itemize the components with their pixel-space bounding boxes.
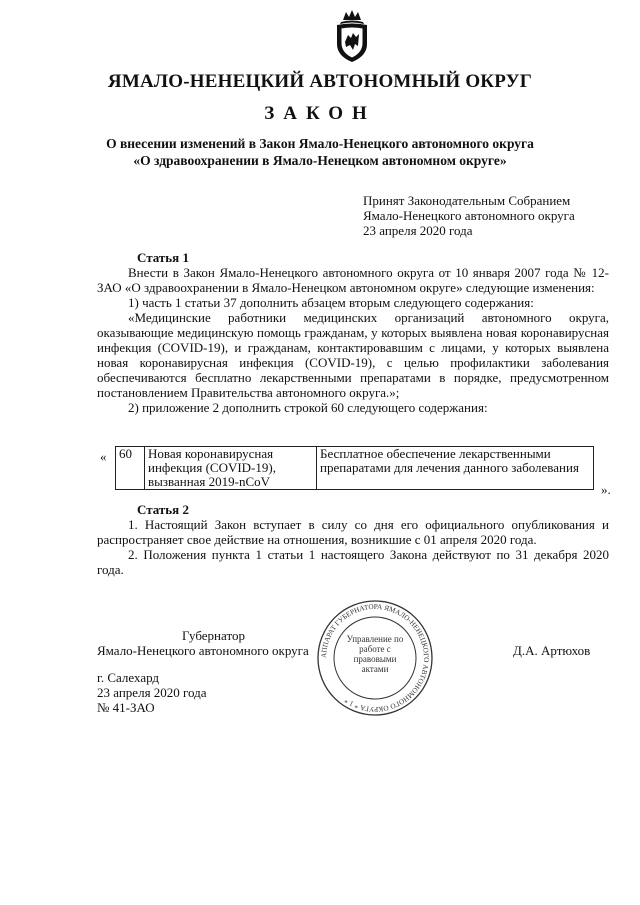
stamp-ring-text: АППАРАТ ГУБЕРНАТОРА ЯМАЛО-НЕНЕЦКОГО АВТОНОМНОГО ОКРУГА * 1 * [319, 602, 431, 714]
article-1-quote: «Медицинские работники медицинских организаций автономного округа, оказывающие медицинскую помощь гражданам, у которых выявлена новая коронавирусная инфекция (COVID-19), и гражданам, контактировавшим с лицами, у которых выявлена новая коронавирусная инфекция (COVID-19), с целью профилактики заболевания обеспечиваются бесплатно лекарственными препаратами в порядке, предусмотренном постановлением Правительства автономного округа.»; [97, 310, 609, 400]
article-2-title: Статья 2 [137, 502, 189, 517]
issue-place-date [97, 670, 207, 715]
law-number: № 41-ЗАО [97, 700, 155, 715]
governor-region: Ямало-Ненецкого автономного округа [97, 643, 309, 658]
appendix-table [115, 446, 594, 490]
subject-line-1: О внесении изменений в Закон Ямало-Ненецкого автономного округа [106, 136, 534, 151]
article-1-item-2: 2) приложение 2 дополнить строкой 60 следующего содержания: [128, 400, 488, 415]
adoption-line-2: Ямало-Ненецкого автономного округа [363, 208, 575, 223]
subject-line-2: «О здравоохранении в Ямало-Ненецком автономном округе» [133, 153, 507, 168]
adoption-date: 23 апреля 2020 года [363, 223, 473, 238]
adoption-note [363, 193, 575, 238]
row-number-cell: 60 [116, 447, 145, 490]
issue-date: 23 апреля 2020 года [97, 685, 207, 700]
benefit-cell: Бесплатное обеспечение лекарственными препаратами для лечения данного заболевания [317, 447, 594, 490]
document-type: ЗАКОН [264, 103, 376, 124]
coat-of-arms-emblem [331, 8, 373, 64]
official-stamp [315, 598, 435, 718]
table-row [116, 447, 594, 490]
adoption-line-1: Принят Законодательным Собранием [363, 193, 571, 208]
quote-close: ». [601, 482, 611, 497]
quote-open: « [100, 449, 107, 464]
article-1-title: Статья 1 [137, 250, 189, 265]
article-2-paragraph-1: 1. Настоящий Закон вступает в силу со дня его официального опубликования и распространяет свое действие на отношения, возникшие с 01 апреля 2020 года. [97, 517, 609, 547]
law-subject [60, 135, 580, 169]
appendix-row-insert [100, 446, 612, 496]
article-2-paragraph-2: 2. Положения пункта 1 статьи 1 настоящего Закона действуют по 31 декабря 2020 года. [97, 547, 609, 577]
governor-title: Губернатор [182, 628, 245, 643]
issue-city: г. Салехард [97, 670, 160, 685]
article-1-intro: Внести в Закон Ямало-Ненецкого автономного округа от 10 января 2007 года № 12-ЗАО «О здравоохранении в Ямало-Ненецком автономном округе» следующие изменения: [97, 265, 609, 295]
article-1-item-1: 1) часть 1 статьи 37 дополнить абзацем вторым следующего содержания: [128, 295, 534, 310]
stamp-center-text: Управление по работе с правовыми актами [346, 634, 404, 674]
governor-name: Д.А. Артюхов [513, 643, 591, 658]
article-1 [97, 250, 609, 415]
region-title: ЯМАЛО-НЕНЕЦКИЙ АВТОНОМНЫЙ ОКРУГ [107, 71, 533, 92]
article-2 [97, 502, 609, 577]
disease-cell: Новая коронавирусная инфекция (COVID-19), вызванная 2019-nCoV [145, 447, 317, 490]
